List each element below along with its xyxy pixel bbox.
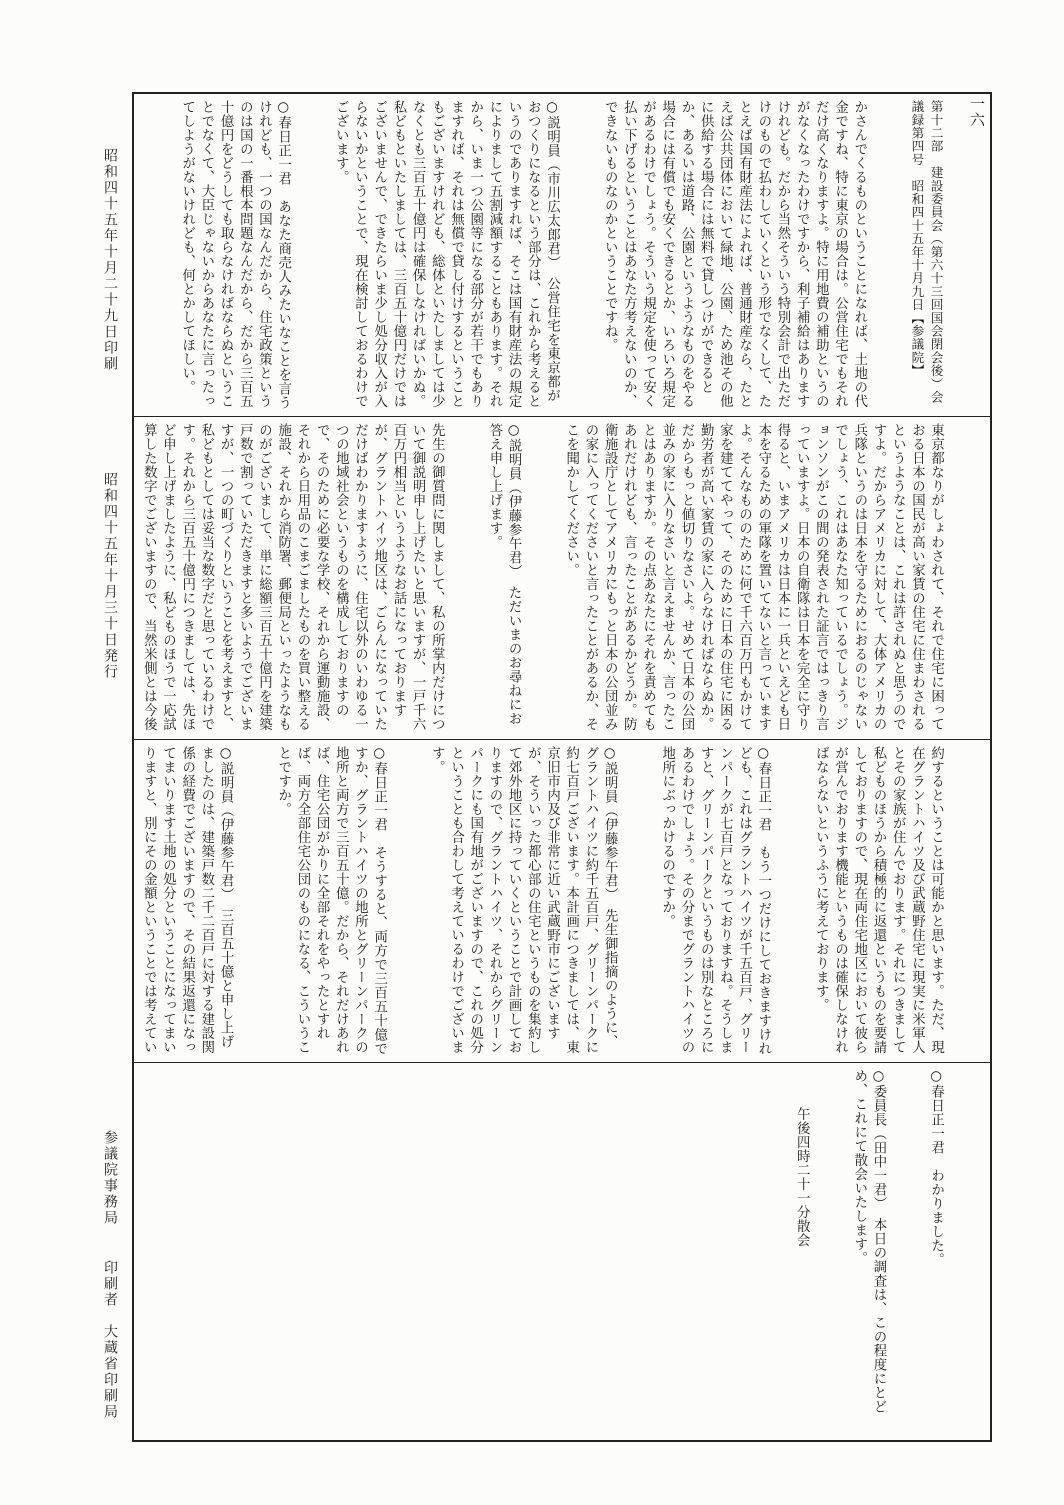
publisher: 参議院事務局 bbox=[102, 1130, 118, 1226]
paragraph: 先生の御質問に関しまして、私の所掌内だけについて御説明申し上げたいと思いますが、一戸千六百万円相当というようなお話になっておりますが、グラントハイツ地区は、ごらんになっていただけばわかりますように、住宅以外のいわゆる一つの地域社会というものを構成しておりますので、そのために必要な学校、それから運動施設、それから日用品のこまごましたものを買い整える施設、それから消防署、郵便局といったようなものがございまして、単に総額三百五十億円を建築戸数で割っていただきますと多いようでございますが、一つの町づくりということを考えますと、私どもとしては妥当な数字だと思っているわけです。それから三百五十億円につきましては、先ほど申し上げましたように、私どものほうで一応試算した数字でございますので、当然米側とは今後 bbox=[141, 423, 445, 731]
paragraph: ○春日正一君 あなた商売人みたいなことを言うけれども、一つの国なんだから、住宅政策というのは国の一番根本問題なんだから、だから三百五十億円をどうしても取らなければならぬということでなくて、大臣じゃないからあなたに言ったってしようがないけれども、何とかしてほしい。 bbox=[179, 100, 291, 410]
tier-2-text bbox=[140, 423, 984, 735]
tier-4 bbox=[140, 1069, 984, 1434]
paragraph: ○委員長（田中一君） 本日の調査は、この程度にとどめ、これにて散会いたします。 bbox=[851, 1069, 886, 1414]
paragraph: ○説明員（市川広太郎君） 公営住宅を東京都がおつくりになるという部分は、これから考えるというのでありますれば、そこは国有財産法の規定によりまして五割減額することもあります。それから、いま一つ公園等になる部分が若干でもありますれば、それは無償で貸し付けするということもございますけれども、総体といたしましては少なくとも三百五十億円は確保しなければいかぬ。私どもといたしましては、三百五十億円だけではございませんで、できたらいま少し処分収入が入らないかということで、現在検討しておるわけでございます。 bbox=[333, 100, 560, 408]
paragraph: ○説明員（伊藤参午君） 先生御指摘のように、グラントハイツに約千五百戸、グリーンパークに約七百戸ございます。本計画につきましては、東京旧市内及び非常に近い武蔵野市にございますが、そういった都心部の住宅というものを集約して郊外地区に持っていくということで計画しておりますので、グラントハイツ、それからグリーンパークにも国有地がございますので、これの処分ということも合わして考えているわけでございます。 bbox=[429, 746, 618, 1054]
tier-divider bbox=[134, 739, 990, 740]
printed-date: 昭和四十五年十月二十九日印刷 bbox=[102, 148, 118, 372]
tier-3-text bbox=[140, 746, 984, 1058]
tier-1 bbox=[140, 100, 984, 412]
paragraph: ○春日正一君 もう一つだけにしておきますけれども、これはグラントハイツが千五百戸、グリーンパークが七百戸となっておりますね。そうしますと、グリーンパークというものは別なところにあるわけでしょう。その分までグラントハイツの地所にぶっかけるのですか。 bbox=[659, 746, 771, 1056]
tier-divider bbox=[134, 416, 990, 417]
adjournment-time: 午後四時二十一分散会 bbox=[794, 1107, 810, 1247]
tier-2 bbox=[140, 423, 984, 735]
paragraph: ○春日正一君 わかりました。 bbox=[928, 1069, 944, 1267]
paragraph: ○春日正一君 そうすると、両方で三百五十億ですか、グラントハイツの地所とグリーンパークの地所と両方で三百五十億。だから、それだけあれば、住宅公団がかりに全部それをやったとすれば、両方全部住宅公団のものになる、こういうことですか。 bbox=[275, 746, 387, 1056]
tier-divider bbox=[134, 1062, 990, 1063]
tier-3 bbox=[140, 746, 984, 1058]
tier-4-text bbox=[140, 1069, 984, 1434]
paragraph: 約するということは可能かと思います。ただ、現在グラントハイツ及び武蔵野住宅に現実に米軍人とその家族が住んでおります。それにつきまして私どものほうから積極的に返還というものを要請しておりますので、現在両住宅地区において彼らが営んでおります機能というものは確保しなければならないというふうに考えております。 bbox=[813, 746, 944, 1054]
printer: 印刷者 大蔵省印刷局 bbox=[102, 1260, 118, 1420]
page-number: 一六 bbox=[968, 96, 986, 128]
published-date: 昭和四十五年十月三十日発行 bbox=[102, 472, 118, 680]
paragraph: 東京都なりがしょわされて、それで住宅に困っておる日本の国民が高い家賃の住宅に住まわされるというようなことは、これは許されぬと思うのですよ。だからアメリカに対して、大体アメリカの兵隊というのは日本を守るためにおるのじゃないでしょう、これはあなた知っているでしょう。ジョンソンがこの間の発表された証言ではっきり言っていますよ。日本の自衛隊は日本を完全に守り得ると、いまアメリカは日本に一兵といえども日本を守るための軍隊を置いてないと言っていますよ。そんなもののために何で千六百万円もかけて家を建ててやって、そのために日本の住宅に困る勤労者が高い家賃の家に入らなければならぬか。だからもっと値切りなさいよ。せめて日本の公団並みの家に入りなさいと言えませんか、言ったことはありますか。その点あなたにそれを責めてもあれだけれども、言ったことがあるかどうか。防衛施設庁としてアメリカにもっと日本の公団並みの家に入ってくださいと言ったことがあるか、そこを聞かしてください。 bbox=[563, 423, 944, 731]
paragraph: ○説明員（伊藤参午君） ただいまのお尋ねにお答え申し上げます。 bbox=[486, 423, 522, 726]
text-frame bbox=[132, 92, 992, 1442]
tier-1-text bbox=[140, 100, 984, 412]
paragraph: かさんでくるものということになれば、土地の代金ですね、特に東京の場合は。公営住宅でもそれだけ高くなりますよ。特に用地費の補助というのがなくなったわけですから、利子補給はありますけれども。だから当然そういう特別会計で出ただけのもので払わしていくという形でなくして、たとえば国有財産法によれば、普通財産なら、たとえば公共団体において緑地、公園、ため池その他に供給する場合には無料で貸しつけができるとか、あるいは道路、公園というようなものをやる場合には有償でも安くできるとか、いろいろ規定があるわけでしょう。そういう規定を使って安く払い下げるということはあなた方考えないのか、できないものなのかということですね。 bbox=[602, 100, 867, 408]
running-head: 第十二部 建設委員会（第六十三回国会閉会後）会議録第四号 昭和四十五年十月九日【参議院】 bbox=[909, 100, 944, 404]
paragraph: ○説明員（伊藤参午君） 三百五十億と申し上げましたのは、建築戸数二千二百戸に対する建設関係の経費でございますので、その結果返還になってまいります土地の処分ということになってまいりますと、別にその金額ということでは考えてい bbox=[141, 746, 234, 1054]
